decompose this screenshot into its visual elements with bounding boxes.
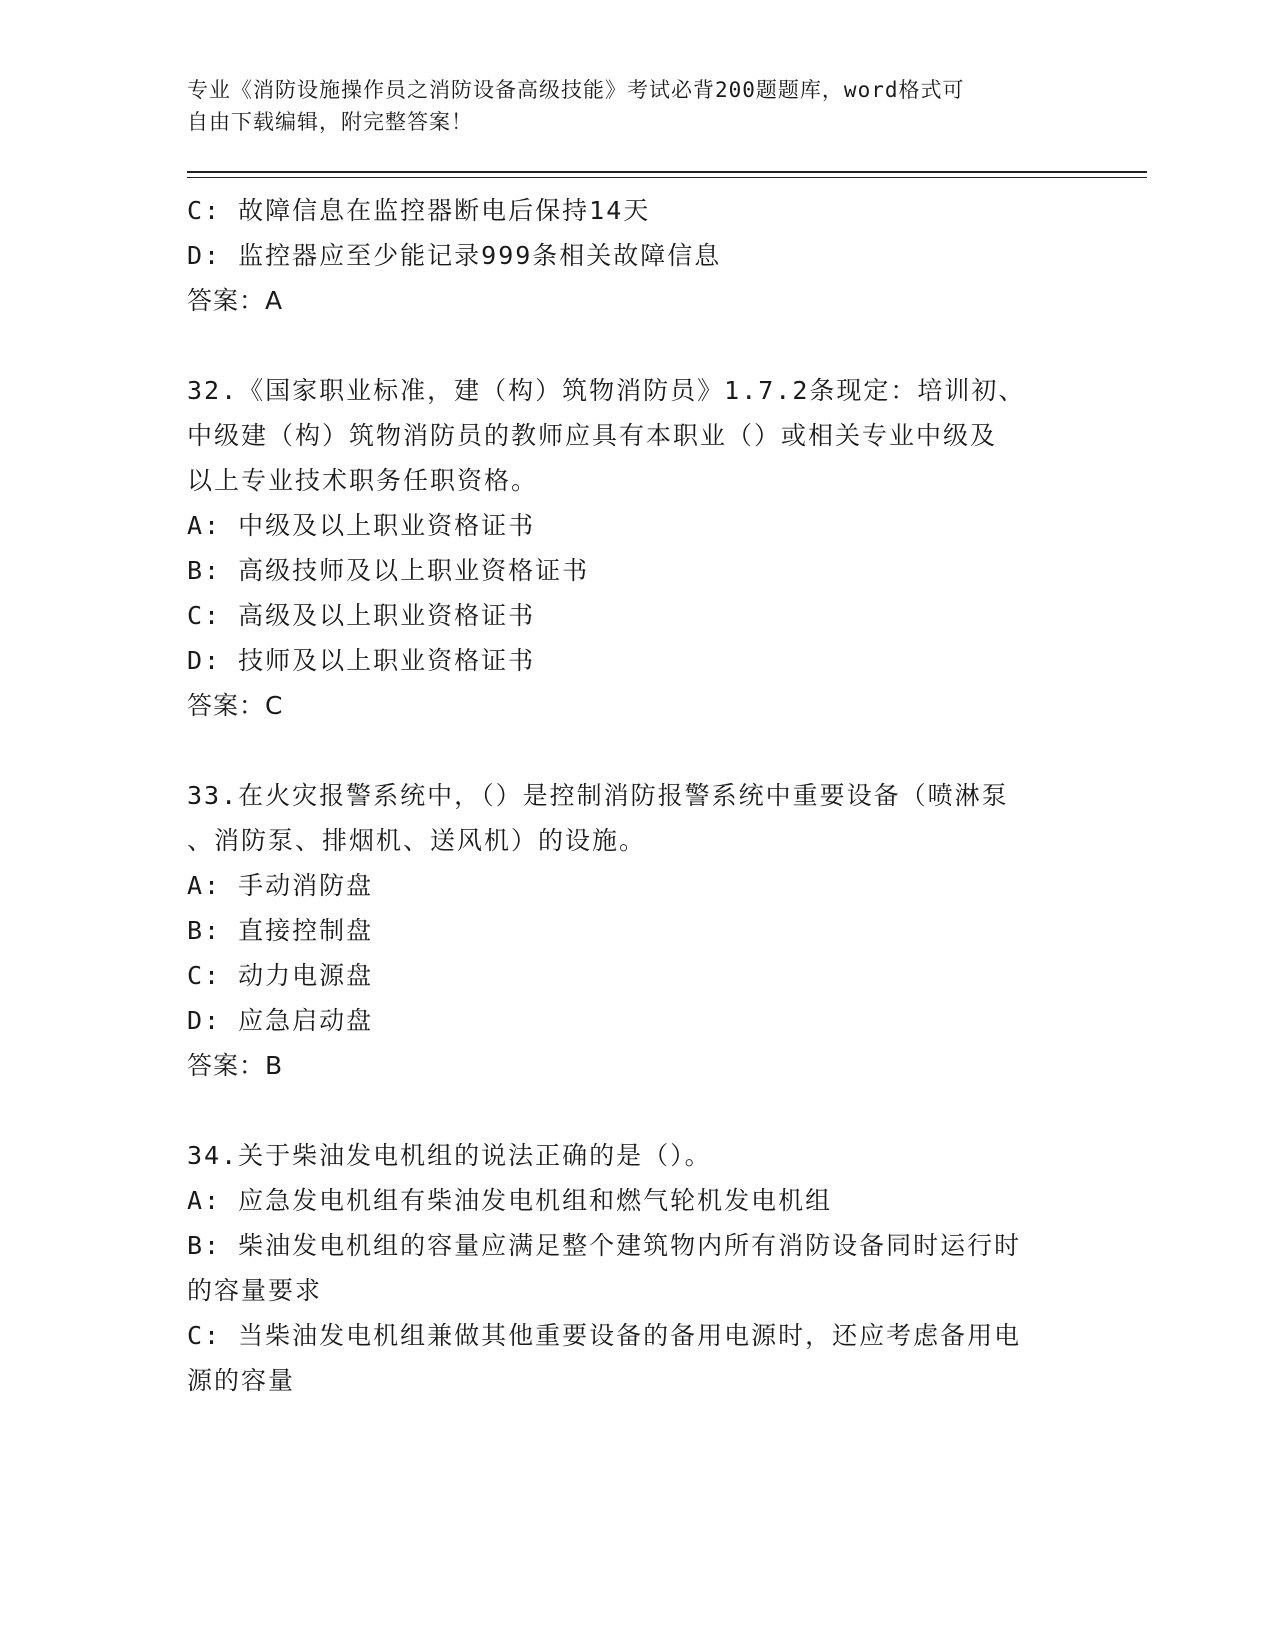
answer: 答案：C [187,691,284,720]
option-b: B: 高级技师及以上职业资格证书 [187,556,590,585]
option-a: A: 中级及以上职业资格证书 [187,511,536,540]
question-stem: 中级建（构）筑物消防员的教师应具有本职业（）或相关专业中级及 [187,421,998,450]
question-32 [187,368,1067,728]
option-c: 源的容量 [187,1366,296,1395]
spacer [187,728,1067,773]
header-divider-bottom [187,177,1147,178]
option-d: D: 监控器应至少能记录999条相关故障信息 [187,241,722,270]
option-c: C: 高级及以上职业资格证书 [187,601,536,630]
question-content [187,188,1067,1403]
question-stem: 33.在火灾报警系统中，（）是控制消防报警系统中重要设备（喷淋泵 [187,781,1009,810]
option-c: C: 当柴油发电机组兼做其他重要设备的备用电源时，还应考虑备用电 [187,1321,1022,1350]
header-line-1: 专业《消防设施操作员之消防设备高级技能》考试必背200题题库，word格式可 [187,78,965,102]
question-stem: 、消防泵、排烟机、送风机）的设施。 [187,826,647,855]
option-a: A: 手动消防盘 [187,871,374,900]
answer: 答案：A [187,286,284,315]
option-d: D: 技师及以上职业资格证书 [187,646,536,675]
question-stem: 32.《国家职业标准，建（构）筑物消防员》1.7.2条现定：培训初、 [187,376,1026,405]
spacer [187,323,1067,368]
option-c: C: 动力电源盘 [187,961,374,990]
question-33 [187,773,1067,1088]
question-31-continued [187,188,1067,323]
option-c: C: 故障信息在监控器断电后保持14天 [187,196,651,225]
question-34 [187,1133,1067,1403]
document-header [187,74,1067,138]
option-b: B: 直接控制盘 [187,916,374,945]
option-b: B: 柴油发电机组的容量应满足整个建筑物内所有消防设备同时运行时 [187,1231,1022,1260]
header-line-2: 自由下载编辑，附完整答案！ [187,110,473,134]
option-b: 的容量要求 [187,1276,323,1305]
question-stem: 34.关于柴油发电机组的说法正确的是（）。 [187,1141,712,1170]
question-stem: 以上专业技术职务任职资格。 [187,466,539,495]
option-a: A: 应急发电机组有柴油发电机组和燃气轮机发电机组 [187,1186,833,1215]
option-d: D: 应急启动盘 [187,1006,374,1035]
spacer [187,1088,1067,1133]
header-divider-top [187,171,1147,173]
answer: 答案：B [187,1051,284,1080]
